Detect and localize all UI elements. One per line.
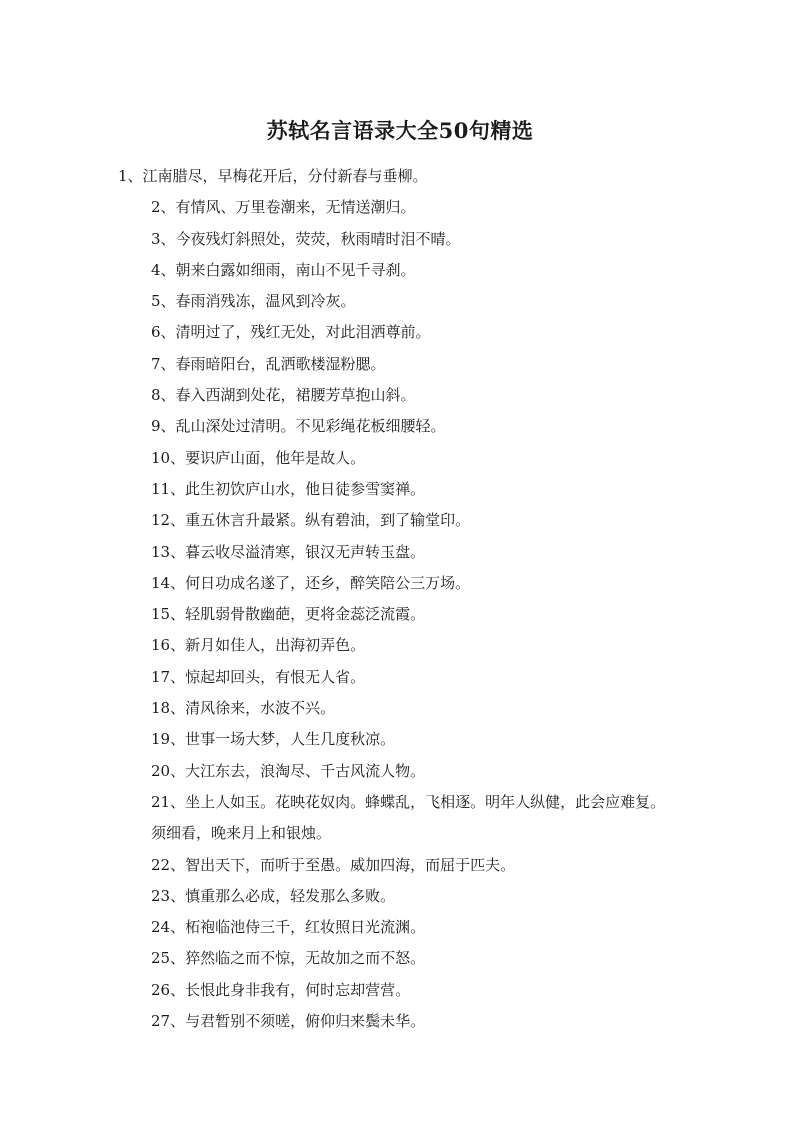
quote-item: 19、世事一场大梦，人生几度秋凉。 <box>151 730 396 749</box>
quote-item: 27、与君暂别不须嗟，俯仰归来鬓未华。 <box>151 1012 426 1031</box>
quote-item: 7、春雨暗阳台，乱洒歌楼湿粉腮。 <box>151 354 386 373</box>
quote-item: 15、轻肌弱骨散幽葩，更将金蕊泛流霞。 <box>151 605 426 624</box>
quote-item: 14、何日功成名遂了，还乡，醉笑陪公三万场。 <box>151 573 471 592</box>
quote-item: 22、智出天下，而听于至愚。威加四海，而屈于匹夫。 <box>151 855 516 874</box>
quote-list <box>118 161 678 1037</box>
quote-item: 16、新月如佳人，出海初弄色。 <box>151 636 366 655</box>
quote-item: 2、有情风、万里卷潮来，无情送潮归。 <box>151 198 416 217</box>
quote-item: 12、重五休言升最紧。纵有碧油，到了输堂印。 <box>151 511 471 530</box>
quote-item: 5、春雨消残冻，温风到冷灰。 <box>151 292 356 311</box>
quote-item-multiline <box>118 787 678 850</box>
quote-item: 13、暮云收尽溢清寒，银汉无声转玉盘。 <box>151 542 426 561</box>
quote-item: 3、今夜残灯斜照处，荧荧，秋雨晴时泪不晴。 <box>151 229 461 248</box>
quote-item: 17、惊起却回头，有恨无人省。 <box>151 667 366 686</box>
quote-item: 11、此生初饮庐山水，他日徒参雪窦禅。 <box>151 479 426 498</box>
quote-item: 9、乱山深处过清明。不见彩绳花板细腰轻。 <box>151 417 446 436</box>
quote-item: 25、猝然临之而不惊，无故加之而不怒。 <box>151 949 426 968</box>
quote-item-text: 21、坐上人如玉。花映花奴肉。蜂蝶乱，飞相逐。明年人纵健，此会应难复。须细看，晚来月上和银烛。 <box>151 792 666 843</box>
quote-item: 18、清风徐来，水波不兴。 <box>151 699 336 718</box>
quote-item: 20、大江东去，浪淘尽、千古风流人物。 <box>151 761 426 780</box>
quote-item: 24、柘袍临池侍三千，红妆照日光流渊。 <box>151 918 426 937</box>
quote-item: 10、要识庐山面，他年是故人。 <box>151 448 366 467</box>
quote-item: 8、春入西湖到处花，裙腰芳草抱山斜。 <box>151 386 416 405</box>
quote-item: 1、江南腊尽，早梅花开后，分付新春与垂柳。 <box>118 167 428 185</box>
quote-item: 23、慎重那么必成，轻发那么多败。 <box>151 886 396 905</box>
quote-item: 26、长恨此身非我有，何时忘却营营。 <box>151 980 411 999</box>
quote-item: 4、朝来白露如细雨，南山不见千寻刹。 <box>151 260 416 279</box>
quote-item: 6、清明过了，残红无处，对此泪洒尊前。 <box>151 323 431 342</box>
document-title: 苏轼名言语录大全50句精选 <box>266 118 534 143</box>
